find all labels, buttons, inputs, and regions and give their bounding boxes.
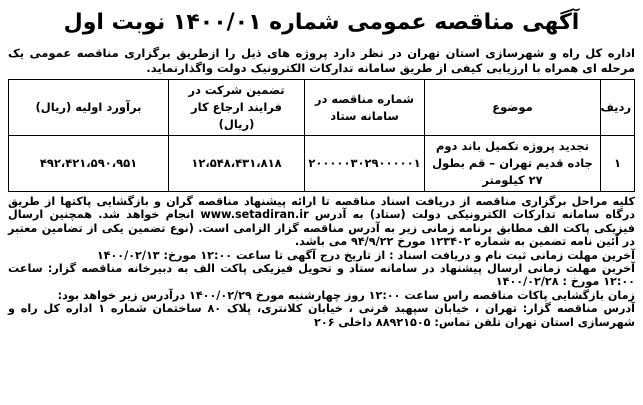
cell-estimate: ۴۹۲،۴۲۱،۵۹۰،۹۵۱: [9, 136, 169, 192]
notice-title: آگهی مناقصه عمومی شماره ۱۴۰۰/۰۱ نوبت اول: [63, 10, 580, 35]
table-header-row: [9, 80, 635, 136]
header-row-number: ردیف: [601, 80, 635, 136]
cell-row-number: ۱: [601, 136, 635, 192]
table-row: [9, 136, 635, 192]
procedure-paragraph: کلیه مراحل برگزاری مناقصه از دریافت اسناد مناقصه تا ارائه پیشنهاد مناقصه گران و بازگشایی پاکتها از طریق درگاه سامانه تدارکات الکترونیکی دولت (ستاد) به آدرس www.setadiran.ir انجام خواهد شد. همچنین ارسال فیزیکی پاکت الف مطابق برنامه زمانی زیر به آدرس مناقصه گزار الزامی است. (نوع تضمین یکی از تضامین معتبر در آئین نامه تضمین به شماره ۱۲۳۴۰۲ مورخ ۹۴/۹/۲۲ می باشد.: [8, 195, 635, 249]
registration-deadline: آخرین مهلت زمانی ثبت نام و دریافت اسناد : از تاریخ درج آگهی تا ساعت ۱۲:۰۰ مورخ: ۱۴۰۰/۰۲/۱۳: [96, 248, 635, 262]
header-tender-number: شماره مناقصه در سامانه ستاد: [305, 80, 425, 136]
tender-table: [8, 79, 635, 192]
header-subject: موضوع: [425, 80, 601, 136]
intro-paragraph: اداره کل راه و شهرسازی استان تهران در نظر دارد پروژه های ذیل را ازطریق برگزاری مناقصه عمومی یک مرحله ای همراه با ارزیابی کیفی از طریق سامانه تدارکات الکترونیک دولت واگذارنماید.: [8, 46, 635, 75]
cell-guarantee: ۱۲،۵۴۸،۴۳۱،۸۱۸: [169, 136, 305, 192]
notice-body: [8, 195, 635, 329]
address-contact: آدرس مناقصه گزار: تهران ، خیابان سپهبد قرنی ، خیابان کلانتری، پلاک ۸۰ ساختمان شماره ۱ اداره کل راه و شهرسازی استان تهران تلفن تماس: ۸۸۹۲۱۵۰۵ داخلی ۲۰۶: [8, 302, 635, 329]
cell-subject: تجدید پروژه تکمیل باند دوم جاده قدیم تهران – قم بطول ۲۷ کیلومتر: [425, 136, 601, 192]
submission-deadline: آخرین مهلت زمانی ارسال پیشنهاد در سامانه ستاد و تحویل فیزیکی پاکت الف به دبیرخانه مناقصه گزار: ساعت ۱۲:۰۰ مورخ : ۱۴۰۰/۰۲/۲۸: [8, 262, 635, 289]
opening-time: زمان بازگشایی پاکات مناقصه راس ساعت ۱۲:۰۰ روز چهارشنبه مورخ ۱۴۰۰/۰۲/۲۹ درآدرس زیر خواهد بود:: [57, 288, 635, 302]
header-guarantee: تضمین شرکت در فرایند ارجاع کار (ریال): [169, 80, 305, 136]
cell-tender-number: ۲۰۰۰۰۰۳۰۲۹۰۰۰۰۰۱: [305, 136, 425, 192]
header-estimate: برآورد اولیه (ریال): [9, 80, 169, 136]
